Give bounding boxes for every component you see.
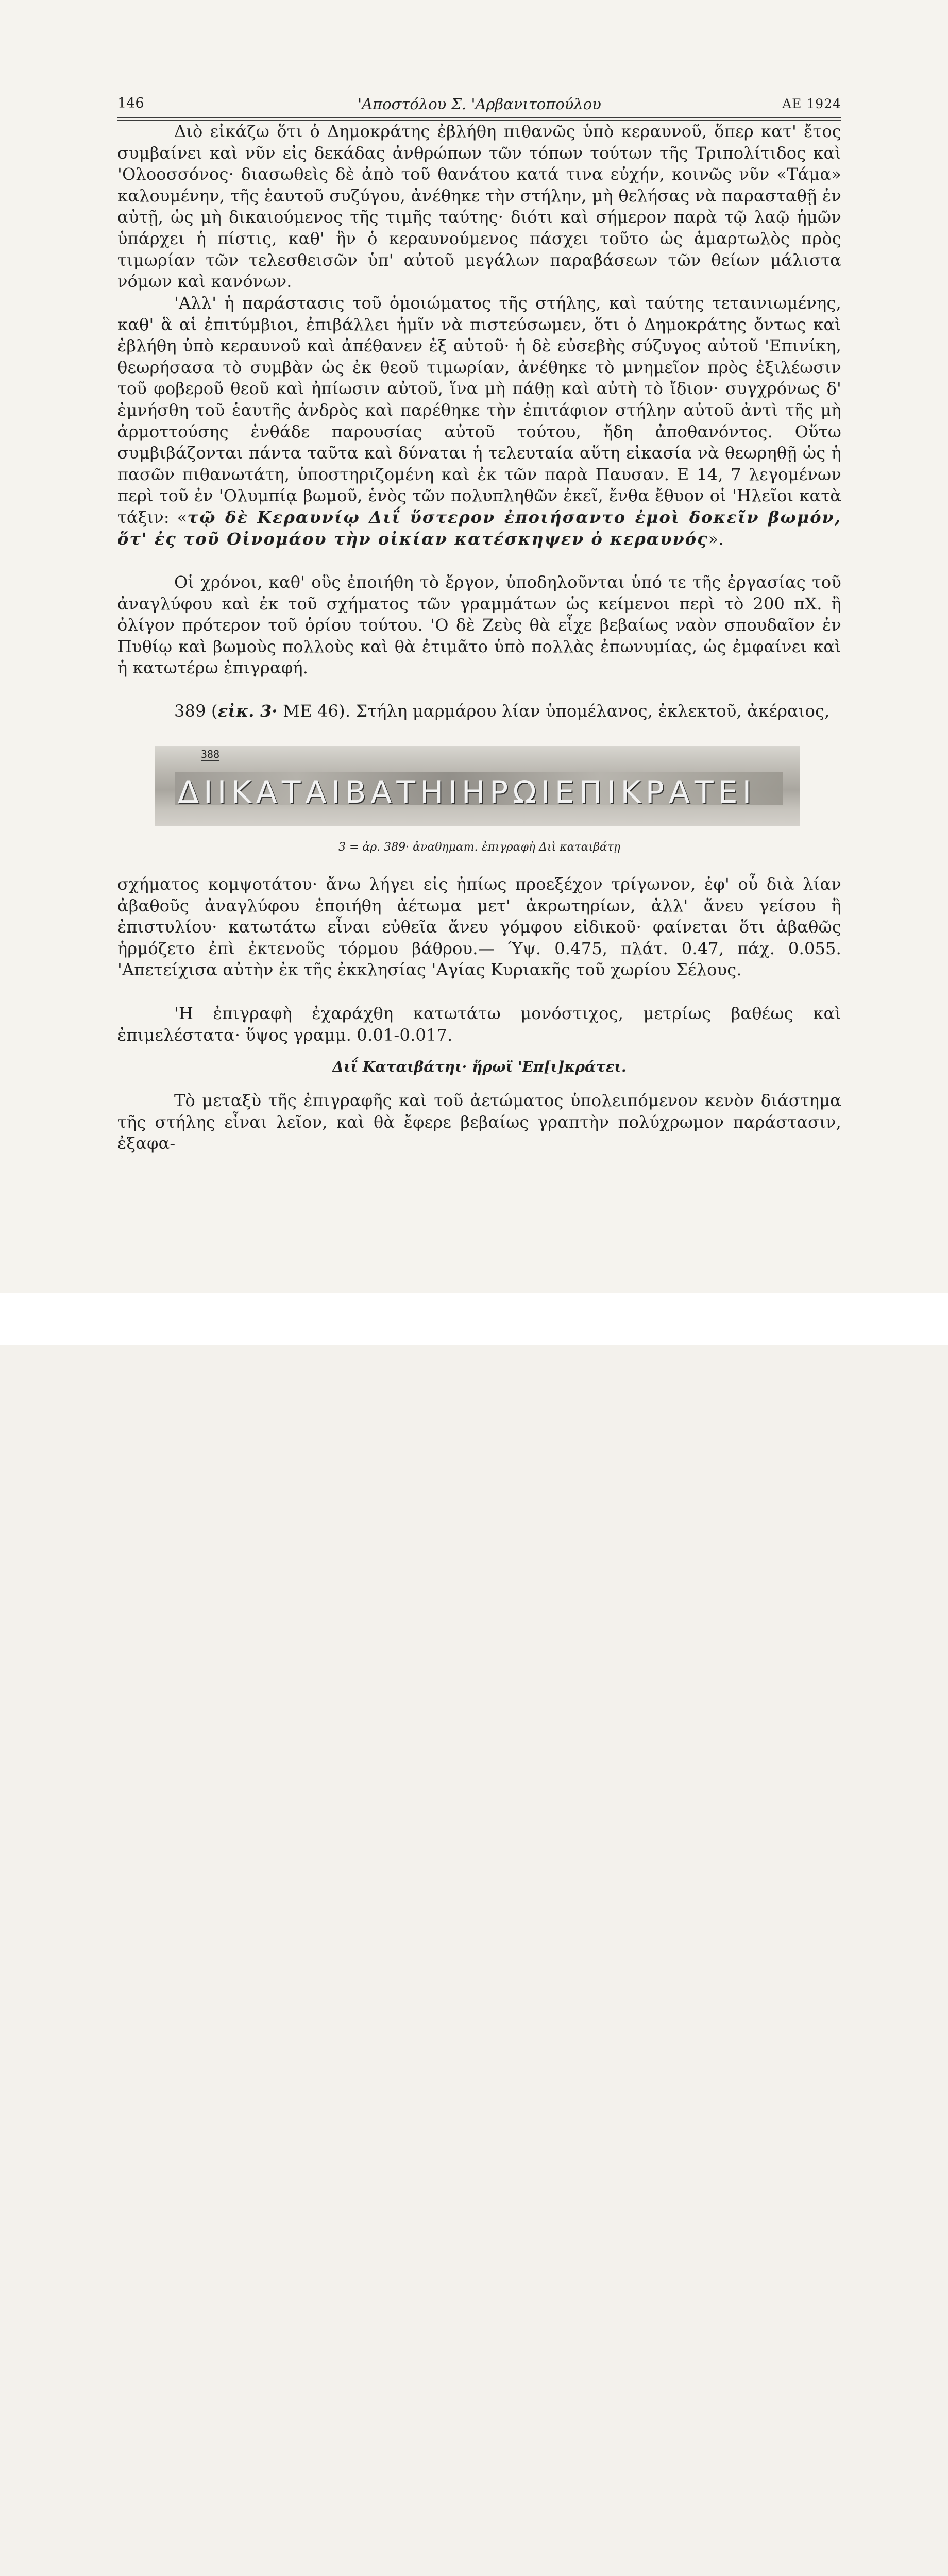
paragraph-4: σχήματος κομψοτάτου· ἄνω λήγει εἰς ἠπίως προεξέχον τρίγωνον, ἐφ' οὗ διὰ λίαν ἀβαθοῦς ἀναγλύφου ἐποιήθη ἀέτωμα μετ' ἀκρωτηρίων, ἀλλ' ἄνευ γείσου ἢ ἐπιστυλίου· κατωτάτω εἶναι εὐθεῖα ἄνευ γόμφου εἰδικοῦ· φαίνεται ὅτι ἀβαθῶς ἡρμόζετο ἐπὶ ἐκτενοῦς τόρμου βάθρου.— Ύψ. 0.475, πλάτ. 0.47, πάχ. 0.055. 'Απετείχισα αὐτὴν ἐκ τῆς ἐκκλησίας 'Αγίας Κυριακῆς τοῦ χωρίου Σέλους. [117,874,841,980]
running-title: 'Αποστόλου Σ. 'Αρβανιτοπούλου [358,95,601,113]
entry-number: 389 [174,701,206,721]
journal-year: ΑΕ 1924 [782,96,841,111]
carved-inscription: ΔΙΙΚΑΤΑΙΒΑΤΗΙΗΡΩΙΕΠΙΚΡΑΤΕΙ [178,774,756,810]
inscription-transcription: Διΐ Καταιβάτηι· ἥρωϊ 'Επ[ι]κράτει. [332,1058,627,1075]
paragraph-3: Οἱ χρόνοι, καθ' οὓς ἐποιήθη τὸ ἔργον, ὑποδηλοῦνται ὑπό τε τῆς ἐργασίας τοῦ ἀναγλύφου καὶ ἐκ τοῦ σχήματος τῶν γραμμάτων ὡς κείμενοι περὶ τὸ 200 πΧ. ἢ ὀλίγον πρότερον τοῦ ὁρίου τούτου. 'Ο δὲ Ζεὺς θὰ εἶχε βεβαίως ναὸν σπουδαῖον ἐν Πυθίῳ καὶ βωμοὺς πολλοὺς καὶ θὰ ἐτιμᾶτο ὑπὸ πολλὰς ἐπωνυμίας, ὡς ἐμφαίνει καὶ ἡ κατωτέρω ἐπιγραφή. [117,572,841,678]
header-rule [117,117,841,118]
figure-caption: 3 = ἀρ. 389· ἀναθημαт. ἐπιγραφὴ Διὶ καταιβάτῃ [338,841,621,854]
paragraph-2 [117,293,841,550]
running-head [117,95,841,116]
page-number: 146 [117,95,144,111]
paragraph-2-text: 'Αλλ' ἡ παράστασις τοῦ ὁμοιώματος τῆς στήλης, καὶ ταύτης τεταινιωμένης, καθ' ἃ αἱ ἐπιτύμβιοι, ἐπιβάλλει ἡμῖν νὰ πιστεύσωμεν, ὅτι ὁ Δημοκράτης ὄντως καὶ ἐβλήθη ὑπὸ κεραυνοῦ καὶ ἀπέθανεν ἐξ αὐτοῦ· ἡ δὲ εὐσεβὴς σύζυγος αὐτοῦ 'Επινίκη, θεωρήσασα τὸ συμβὰν ὡς ἐκ θεοῦ τιμωρίαν, ἀνέθηκε τὸ μνημεῖον πρὸς ἐξιλέωσιν τοῦ φοβεροῦ θεοῦ καὶ ἠπίωσιν αὐτοῦ, ἵνα μὴ πάθῃ καὶ αὐτὴ τὸ ἴδιον· συγχρόνως δ' ἐμνήσθη τοῦ ἑαυτῆς ἀνδρὸς καὶ παρέθηκε τὴν ἐπιτάφιον στήλην αὐτοῦ ἀντὶ τῆς μὴ ἁρμοττούσης ἐνθάδε παρουσίας αὐτοῦ τούτου, ἤδη ἀποθανόντος. Οὕτω συμβιβάζονται πάντα ταῦτα καὶ δύναται ἡ τελευταία αὕτη εἰκασία νὰ θεωρηθῇ ὡς ἡ πασῶν πιθανωτάτη, ὑποστηριζομένη καὶ ἐκ τῶν παρὰ Παυσαν. Ε 14, 7 λεγομένων περὶ τοῦ ἐν 'Ολυμπίᾳ βωμοῦ, ἑνὸς τῶν πολυπληθῶν ἐκεῖ, ἔνθα ἔθυον οἱ 'Ηλεῖοι κατὰ τάξιν: « [117,293,841,527]
photo-label: 388 [201,748,220,760]
catalog-entry: 389 (εἰκ. 3· ΜΕ 46). Στήλη μαρμάρου λίαν ὑπομέλανος, ἐκλεκτοῦ, ἀκέραιος, [174,701,830,721]
inscription-photo [155,746,800,826]
header-rule-thin [117,120,841,121]
pausanias-quote: τῷ δὲ Κεραυνίῳ Διΐ ὕστερον ἐποιήσαντο ἐμοὶ δοκεῖν βωμόν, ὅτ' ἐς τοῦ Οἰνομάου τὴν οἰκίαν κατέσκηψεν ὁ κεραυνός [117,507,841,549]
paragraph-6: Τὸ μεταξὺ τῆς ἐπιγραφῆς καὶ τοῦ ἀετώματος ὑπολειπόμενον κενὸν διάστημα τῆς στήλης εἶναι λεῖον, καὶ θὰ ἔφερε βεβαίως γραπτὴν πολύχρωμον παράστασιν, ἐξαφα- [117,1091,841,1154]
entry-text: ΜΕ 46). Στήλη μαρμάρου λίαν ὑπομέλανος, ἐκλεκτοῦ, ἀκέραιος, [277,701,830,721]
paragraph-1: Διὸ εἰκάζω ὅτι ὁ Δημοκράτης ἐβλήθη πιθανῶς ὑπὸ κεραυνοῦ, ὅπερ κατ' ἔτος συμβαίνει καὶ νῦν εἰς δεκάδας ἀνθρώπων τῶν τόπων τούτων τῆς Τριπολίτιδος καὶ 'Ολοοσσόνος· διασωθεὶς δὲ ἀπὸ τοῦ θανάτου κατά τινα εὐχήν, κοινῶς νῦν «Τάμα» καλουμένην, τῆς ἑαυτοῦ συζύγου, ἀνέθηκε τὴν στήλην, μὴ θελήσας νὰ παρασταθῇ ἐν αὐτῇ, ὡς μὴ δικαιούμενος τῆς τιμῆς ταύτης· διότι καὶ σήμερον παρὰ τῷ λαῷ ἡμῶν ὑπάρχει ἡ πίστις, καθ' ἣν ὁ κεραυνούμενος πάσχει τοῦτο ὡς ἁμαρτωλὸς πρὸς τιμωρίαν τῶν τελεσθεισῶν ὑπ' αὐτοῦ μεγάλων παραβάσεων τῶν θείων μάλιστα νόμων καὶ κανόνων. [117,122,841,292]
paragraph-5: 'Η ἐπιγραφὴ ἐχαράχθη κατωτάτω μονόστιχος, μετρίως βαθέως καὶ ἐπιμελέστατα· ὕψος γραμμ. 0.01-0.017. [117,1004,841,1045]
quote-end: ». [708,529,724,549]
footer-bar [0,1293,948,1345]
figure-ref: εἰκ. 3· [217,701,278,721]
